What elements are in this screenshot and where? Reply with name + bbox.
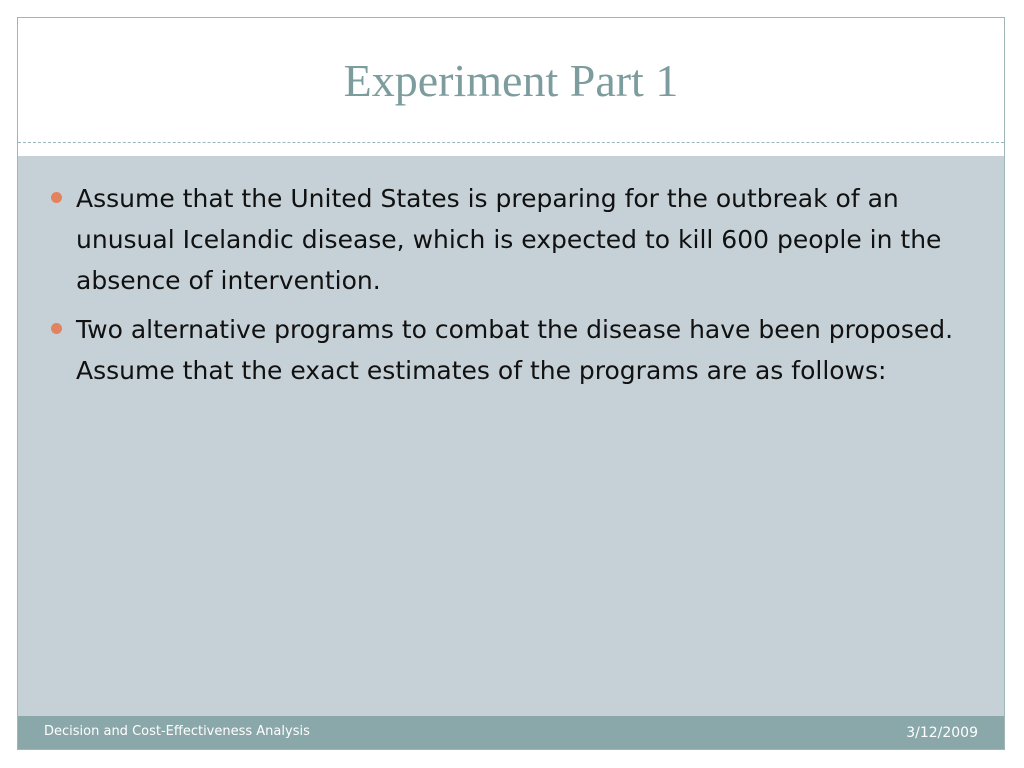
- bullet-icon: [51, 323, 62, 334]
- bullet-item: [48, 309, 968, 391]
- footer-date: 3/12/2009: [906, 725, 978, 741]
- bullet-text: Assume that the United States is preparing for the outbreak of an unusual Icelandic disease, which is expected to kill 600 people in the absence of intervention.: [76, 184, 942, 295]
- bullet-item: [48, 178, 968, 301]
- bullet-icon: [51, 192, 62, 203]
- bullet-text: Two alternative programs to combat the disease have been proposed. Assume that the exact estimates of the programs are as follows:: [76, 315, 954, 385]
- bullet-list: [48, 178, 968, 399]
- footer: [18, 716, 1004, 749]
- slide-title: Experiment Part 1: [343, 55, 679, 106]
- title-area: [18, 18, 1004, 143]
- slide: [17, 17, 1005, 750]
- content-area: [18, 156, 1004, 716]
- footer-title: Decision and Cost-Effectiveness Analysis: [44, 724, 310, 739]
